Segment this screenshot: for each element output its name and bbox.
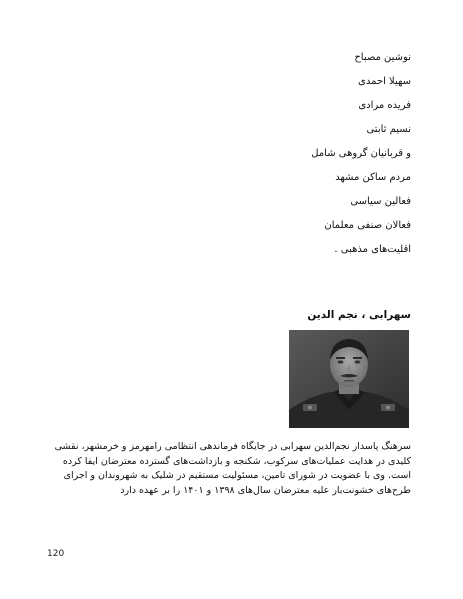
list-item: مردم ساکن مشهد: [335, 172, 411, 183]
person-name-heading: سهرابی ، نجم الدین: [307, 309, 411, 321]
page-number: 120: [47, 549, 65, 559]
list-item: سهیلا احمدی: [358, 76, 411, 87]
person-photo: [289, 330, 409, 428]
list-item: نوشین مصباح: [354, 52, 411, 63]
list-item: اقلیت‌های مذهبی .: [334, 244, 411, 255]
list-item: نسیم ثابتی: [366, 124, 411, 135]
victims-list: [171, 52, 411, 268]
list-item: و قربانیان گروهی شامل: [311, 148, 411, 159]
list-item: فعالان صنفی معلمان: [324, 220, 411, 231]
list-item: فعالین سیاسی: [350, 196, 411, 207]
list-item: فریده مرادی: [358, 100, 411, 111]
person-biography: سرهنگ پاسدار نجم‌الدین سهرابی در جایگاه فرماندهی انتظامی رامهرمز و خرمشهر، نقشی کلیدی در هدایت عملیات‌های سرکوب، شکنجه و بازداشت‌های گسترده معترضان ایفا کرده است. وی با عضویت در شورای تامین، مسئولیت مستقیم در شلیک به شهروندان و اجرای طرح‌های خشونت‌بار علیه معترضان سال‌های ۱۳۹۸ و ۱۴۰۱ را بر عهده دارد: [54, 441, 411, 496]
